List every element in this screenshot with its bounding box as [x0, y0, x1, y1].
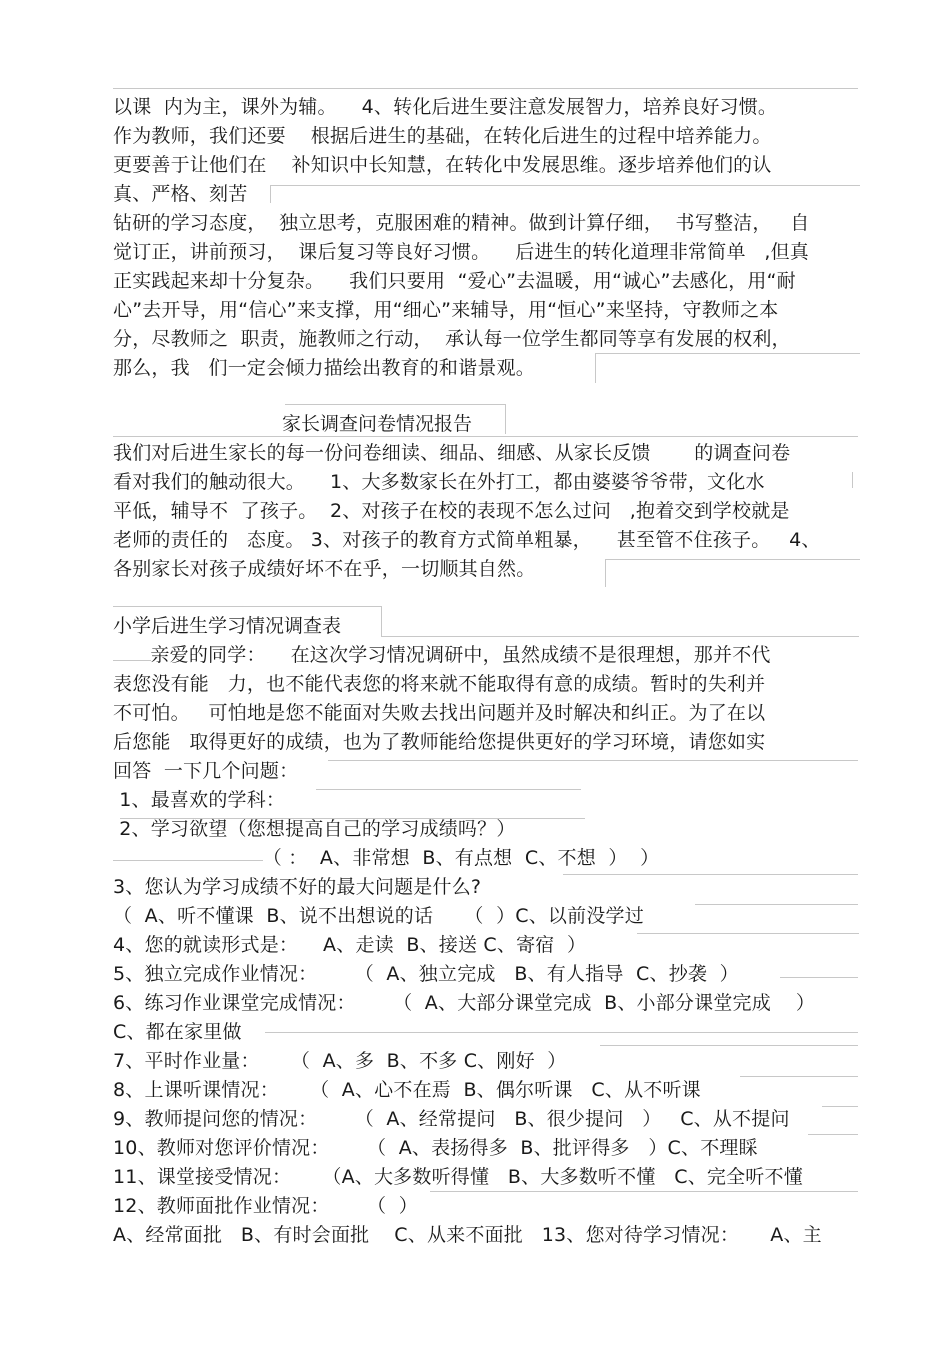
- question-item: A、经常面批 B、有时会面批 C、从来不面批 13、您对待学习情况： A、主: [113, 1224, 822, 1246]
- question-item: 1、最喜欢的学科：: [113, 789, 286, 811]
- divider: [381, 606, 382, 636]
- divider: [852, 472, 853, 488]
- divider: [430, 1191, 858, 1192]
- question-item: 10、教师对您评价情况： （ A、表扬得多 B、批评得多 ）C、不理睬: [113, 1137, 758, 1159]
- divider: [328, 760, 858, 761]
- question-item: 4、您的就读形式是： A、走读 B、接送 C、寄宿 ）: [113, 934, 587, 956]
- question-item: C、都在家里做: [113, 1021, 242, 1043]
- divider: [113, 88, 858, 89]
- text-line: 分，尽教师之 职责，施教师之行动， 承认每一位学生都同等享有发展的权利，: [113, 328, 791, 350]
- question-item: （ A、听不懂课 B、说不出想说的话 （ ）C、以前没学过: [113, 905, 644, 927]
- divider: [600, 1045, 858, 1046]
- text-line: 真、严格、刻苦: [113, 183, 248, 205]
- divider: [285, 404, 505, 405]
- text-line: 那么，我 们一定会倾力描绘出教育的和谐景观。: [113, 357, 535, 379]
- text-line: 作为教师，我们还要 根据后进生的基础，在转化后进生的过程中培养能力。: [113, 125, 772, 147]
- divider: [637, 933, 859, 934]
- divider: [113, 606, 381, 607]
- question-item: 12、教师面批作业情况： （ ）: [113, 1195, 418, 1217]
- section-title-report: 家长调查问卷情况报告: [282, 413, 473, 435]
- text-line: 老师的责任的 态度。 3、对孩子的教育方式简单粗暴， 甚至管不住孩子。 4、: [113, 529, 821, 551]
- text-line: 觉订正，讲前预习， 课后复习等良好习惯。 后进生的转化道理非常简单 ,但真: [113, 241, 809, 263]
- divider: [595, 353, 860, 354]
- text-line: 以课 内为主，课外为辅。 4、转化后进生要注意发展智力，培养良好习惯。: [113, 96, 778, 118]
- divider: [605, 559, 606, 587]
- divider: [822, 1106, 858, 1107]
- divider: [270, 185, 271, 203]
- text-line: 各别家长对孩子成绩好坏不在乎，一切顺其自然。: [113, 558, 536, 580]
- text-line: 回答 一下几个问题：: [113, 760, 299, 782]
- divider: [780, 977, 858, 978]
- text-line: 后您能 取得更好的成绩，也为了教师能给您提供更好的学习环境，请您如实: [113, 731, 766, 753]
- question-item: 11、课堂接受情况： （A、大多数听得懂 B、大多数听不懂 C、完全听不懂: [113, 1166, 803, 1188]
- section-title-survey: 小学后进生学习情况调查表: [113, 615, 342, 637]
- question-item: 7、平时作业量： （ A、多 B、不多 C、刚好 ）: [113, 1050, 567, 1072]
- text-line: 更要善于让他们在 补知识中长知慧，在转化中发展思维。逐步培养他们的认: [113, 154, 772, 176]
- text-line: 钻研的学习态度， 独立思考，克服困难的精神。做到计算仔细， 书写整洁， 自: [113, 212, 810, 234]
- divider: [270, 185, 860, 186]
- divider: [740, 1076, 858, 1077]
- divider: [563, 874, 858, 875]
- question-item: 2、学习欲望（您想提高自己的学习成绩吗？）: [113, 818, 516, 840]
- text-line: 我们对后进生家长的每一份问卷细读、细品、细感、从家长反馈 的调查问卷: [113, 442, 791, 464]
- divider: [808, 1134, 858, 1135]
- question-item: 9、教师提问您的情况： （ A、经常提问 B、很少提问 ） C、从不提问: [113, 1108, 790, 1130]
- text-line: 看对我们的触动很大。 1、大多数家长在外打工，都由婆婆爷爷带，文化水: [113, 471, 765, 493]
- divider: [595, 353, 596, 383]
- divider: [381, 636, 859, 637]
- divider: [265, 1032, 858, 1033]
- text-line: 亲爱的同学： 在这次学习情况调研中，虽然成绩不是很理想，那并不代: [113, 644, 771, 666]
- divider: [505, 404, 506, 434]
- divider: [605, 559, 860, 560]
- divider: [316, 789, 581, 790]
- text-line: 不可怕。 可怕地是您不能面对失败去找出问题并及时解决和纠正。为了在以: [113, 702, 766, 724]
- text-line: 正实践起来却十分复杂。 我们只要用 “爱心”去温暖，用“诚心”去感化，用“耐: [113, 270, 796, 292]
- question-item: 3、您认为学习成绩不好的最大问题是什么?: [113, 876, 482, 898]
- question-item: （ ： A、非常想 B、有点想 C、不想 ） ）: [113, 847, 660, 869]
- text-line: 心”去开导，用“信心”来支撑，用“细心”来辅导，用“恒心”来坚持，守教师之本: [113, 299, 779, 321]
- text-line: 平低，辅导不 了孩子。 2、对孩子在校的表现不怎么过问 ,抱着交到学校就是: [113, 500, 790, 522]
- question-item: 6、练习作业课堂完成情况： （ A、大部分课堂完成 B、小部分课堂完成 ）: [113, 992, 816, 1014]
- divider: [695, 904, 858, 905]
- divider: [113, 436, 858, 437]
- question-item: 5、独立完成作业情况： （ A、独立完成 B、有人指导 C、抄袭 ）: [113, 963, 739, 985]
- text-line: 表您没有能 力，也不能代表您的将来就不能取得有意的成绩。暂时的失利并: [113, 673, 766, 695]
- question-item: 8、上课听课情况： （ A、心不在焉 B、偶尔听课 C、从不听课: [113, 1079, 701, 1101]
